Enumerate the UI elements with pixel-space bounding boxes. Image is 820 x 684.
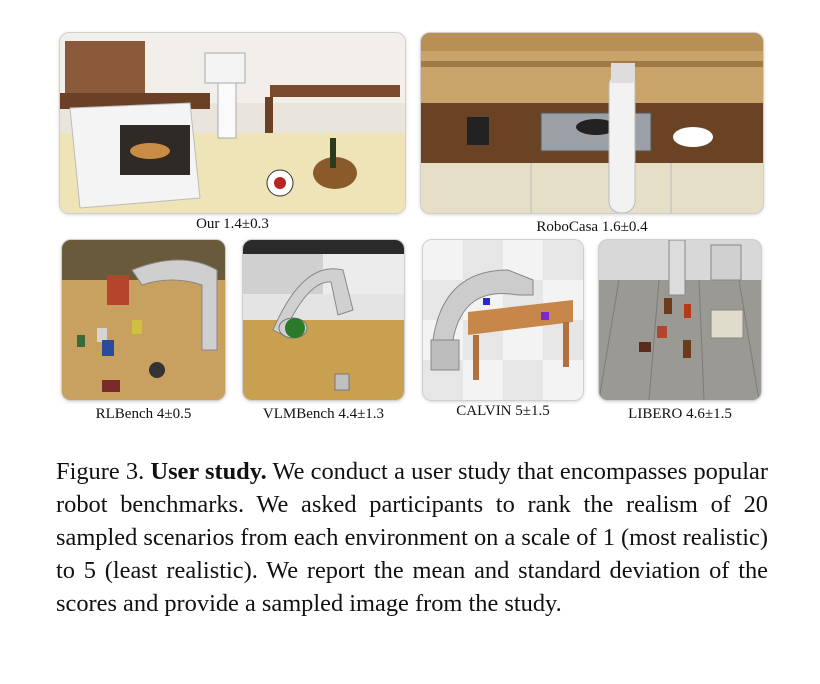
panel-libero-label: LIBERO 4.6±1.5	[628, 406, 732, 422]
panel-vlmbench-label: VLMBench 4.4±1.3	[262, 406, 385, 422]
panel-rlbench-image	[62, 240, 225, 400]
panel-our-image	[60, 33, 405, 213]
caption-prefix: Figure 3.	[56, 458, 145, 485]
panel-vlmbench-image	[243, 240, 404, 400]
panel-calvin-label: CALVIN 5±1.5	[456, 403, 550, 419]
caption-body: We conduct a user study that encompasses popular robot benchmarks. We asked participants to rank the realism of 20 sampled scenarios from each environment on a scale of 1 (most realistic) to 5 (least realistic). We report the mean and standard deviation of the scores and provide a sampled image from the study.	[56, 458, 768, 617]
panel-our-label: Our 1.4±0.3	[196, 216, 269, 232]
figure-caption	[56, 455, 768, 620]
panel-rlbench-label: RLBench 4±0.5	[95, 406, 192, 422]
caption-title: User study.	[150, 458, 267, 485]
panel-libero-image	[599, 240, 761, 400]
panel-robocasa-image	[421, 33, 763, 213]
panel-robocasa-label: RoboCasa 1.6±0.4	[536, 219, 648, 235]
panel-calvin-image	[423, 240, 583, 400]
